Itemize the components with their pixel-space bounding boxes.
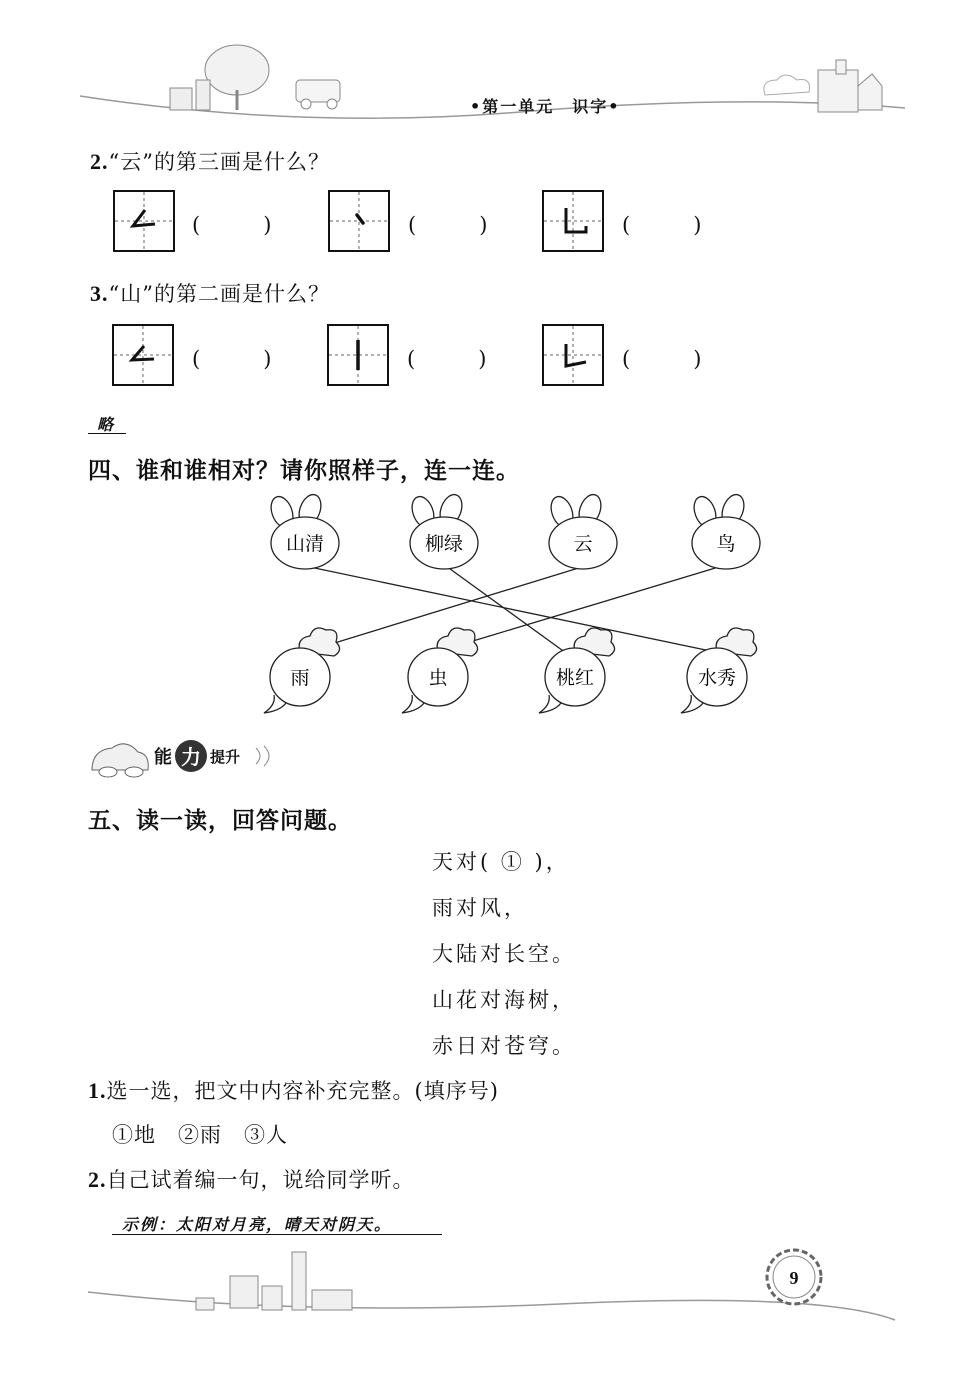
q2-stroke-box-1 [113,190,175,252]
top-word-4: 鸟 [716,533,736,555]
q3-prompt: 3.“山”的第二画是什么？ [90,281,330,306]
q3-stroke-box-1 [112,324,174,386]
rabbit-bubble-2[interactable] [408,492,478,569]
top-word-3: 云 [573,533,593,555]
stroke-grid-icon [115,192,173,250]
bottom-word-1: 雨 [290,667,310,689]
q2-answer-3[interactable]: ( ) [622,213,702,237]
q2-stroke-box-2 [328,190,390,252]
poem-line-3: 大陆对长空。 [432,942,576,966]
banner-char-1: 能 [154,747,172,768]
page-number: 9 [789,1268,799,1288]
q3-answer-3[interactable]: ( ) [622,347,702,371]
banner-char-3: 提升 [210,748,241,766]
example-answer: 示例：太阳对月亮，晴天对阴天。 [122,1215,393,1234]
section5-title: 五、读一读，回答问题。 [88,808,352,834]
bottom-word-2: 虫 [428,667,448,689]
connection-lines [302,566,722,653]
bullet-icon: • [470,97,483,116]
s5-q1-prompt: 1.选一选，把文中内容补充完整。(填序号) [88,1078,499,1103]
bottom-word-4: 水秀 [697,667,737,689]
s5-q2-prompt: 2.自己试着编一句，说给同学听。 [88,1167,415,1192]
footer-decoration [0,1240,979,1374]
answer-underline [88,433,126,434]
q3-answer-1[interactable]: ( ) [192,347,272,371]
stroke-grid-icon [114,326,172,384]
unit-header: •第一单元 识字• [470,97,621,116]
poem-line-2: 雨对风， [432,896,528,920]
ability-banner [86,734,286,780]
stroke-grid-icon [330,192,388,250]
q2-stroke-box-3 [542,190,604,252]
top-word-2: 柳绿 [424,533,464,555]
rabbit-bubble-1[interactable] [267,492,339,569]
example-underline [112,1234,442,1235]
q3-stroke-box-2 [327,324,389,386]
answer-note: 略 [97,415,116,434]
s5-q1-choices: ①地 ②雨 ③人 [112,1123,288,1147]
top-word-1: 山清 [285,533,325,555]
matching-diagram [250,490,770,720]
rabbit-bubble-3[interactable] [547,492,617,569]
stroke-grid-icon [544,192,602,250]
q3-answer-2[interactable]: ( ) [407,347,487,371]
q3-stroke-box-3 [542,324,604,386]
poem-line-1: 天对( ① )， [432,850,570,874]
q2-answer-1[interactable]: ( ) [192,213,272,237]
stroke-grid-icon [544,326,602,384]
stroke-grid-icon [329,326,387,384]
bottom-word-3: 桃红 [555,667,595,689]
bullet-icon: • [608,97,621,116]
poem-line-5: 赤日对苍穹。 [432,1034,576,1058]
banner-char-2: 力 [181,745,201,769]
poem-line-4: 山花对海树， [432,988,576,1012]
q2-prompt: 2.“云”的第三画是什么？ [90,149,330,174]
section4-title: 四、谁和谁相对？请你照样子，连一连。 [88,458,520,484]
q2-answer-2[interactable]: ( ) [408,213,488,237]
rabbit-bubble-4[interactable] [690,492,760,569]
